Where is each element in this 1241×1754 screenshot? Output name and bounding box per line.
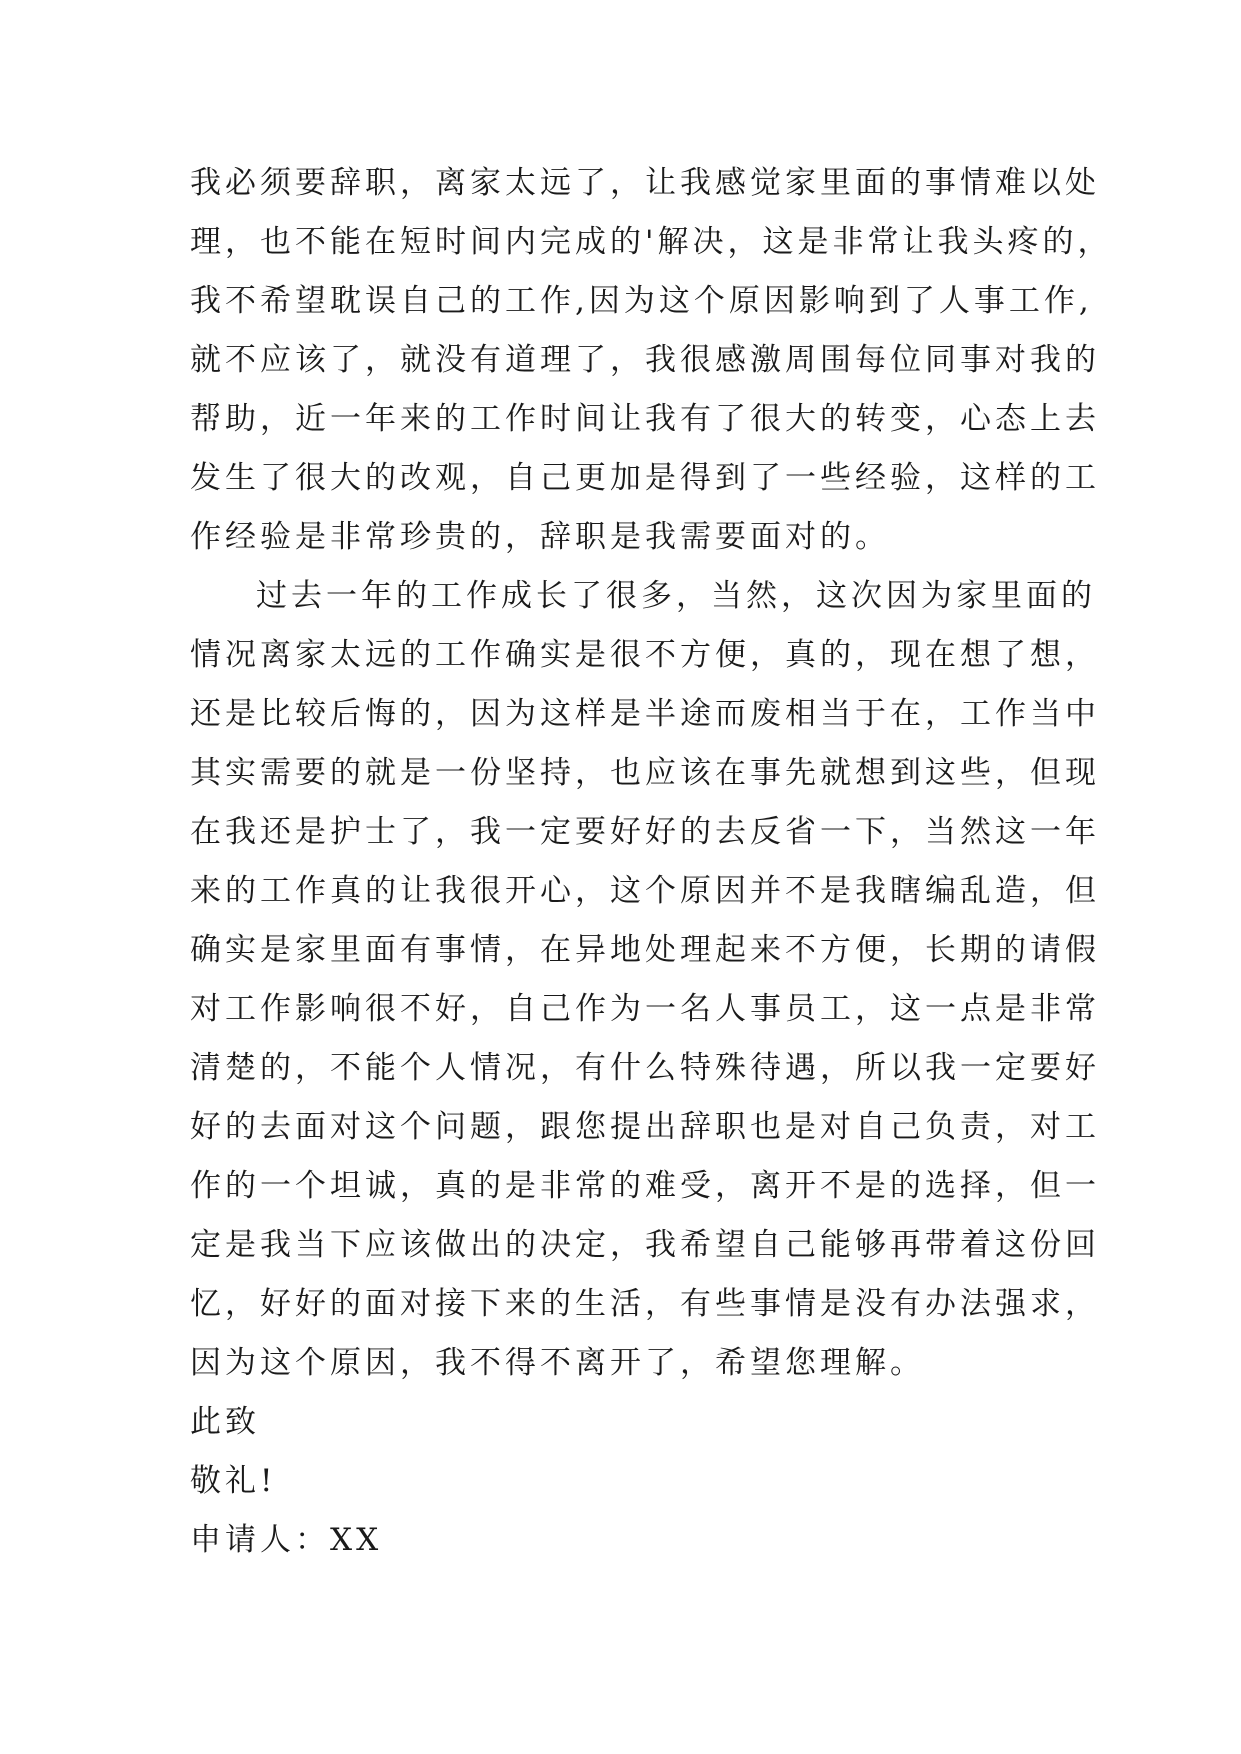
text-line: 好的去面对这个问题，跟您提出辞职也是对自己负责，对工 <box>190 1109 1100 1145</box>
text-line: 对工作影响很不好，自己作为一名人事员工，这一点是非常 <box>190 991 1100 1027</box>
text-line: 就不应该了，就没有道理了，我很感激周围每位同事对我的 <box>190 342 1100 378</box>
text-line: 我必须要辞职，离家太远了，让我感觉家里面的事情难以处 <box>190 165 1100 201</box>
applicant-signature: 申请人：XX <box>190 1522 383 1558</box>
closing-regards: 敬礼! <box>190 1463 277 1499</box>
text-line: 在我还是护士了，我一定要好好的去反省一下，当然这一年 <box>190 814 1100 850</box>
letter-body <box>190 154 1113 1570</box>
text-line: 我不希望耽误自己的工作,因为这个原因影响到了人事工作, <box>190 283 1093 319</box>
text-line: 定是我当下应该做出的决定，我希望自己能够再带着这份回 <box>190 1227 1100 1263</box>
text-line: 情况离家太远的工作确实是很不方便，真的，现在想了想， <box>190 637 1100 673</box>
text-line: 理，也不能在短时间内完成的'解决，这是非常让我头疼的， <box>190 224 1113 260</box>
text-line: 来的工作真的让我很开心，这个原因并不是我瞎编乱造，但 <box>190 873 1100 909</box>
text-line: 作的一个坦诚，真的是非常的难受，离开不是的选择，但一 <box>190 1168 1100 1204</box>
closing-salutation: 此致 <box>190 1404 260 1440</box>
text-line: 确实是家里面有事情，在异地处理起来不方便，长期的请假 <box>190 932 1100 968</box>
text-line: 清楚的，不能个人情况，有什么特殊待遇，所以我一定要好 <box>190 1050 1100 1086</box>
paragraph-start-line: 过去一年的工作成长了很多，当然，这次因为家里面的 <box>256 578 1096 614</box>
text-line: 发生了很大的改观，自己更加是得到了一些经验，这样的工 <box>190 460 1100 496</box>
text-line: 还是比较后悔的，因为这样是半途而废相当于在，工作当中 <box>190 696 1100 732</box>
text-line: 因为这个原因，我不得不离开了，希望您理解。 <box>190 1345 925 1381</box>
text-line: 帮助，近一年来的工作时间让我有了很大的转变，心态上去 <box>190 401 1100 437</box>
text-line: 其实需要的就是一份坚持，也应该在事先就想到这些，但现 <box>190 755 1100 791</box>
text-line: 作经验是非常珍贵的，辞职是我需要面对的。 <box>190 519 890 555</box>
text-line: 忆，好好的面对接下来的生活，有些事情是没有办法强求， <box>190 1286 1100 1322</box>
